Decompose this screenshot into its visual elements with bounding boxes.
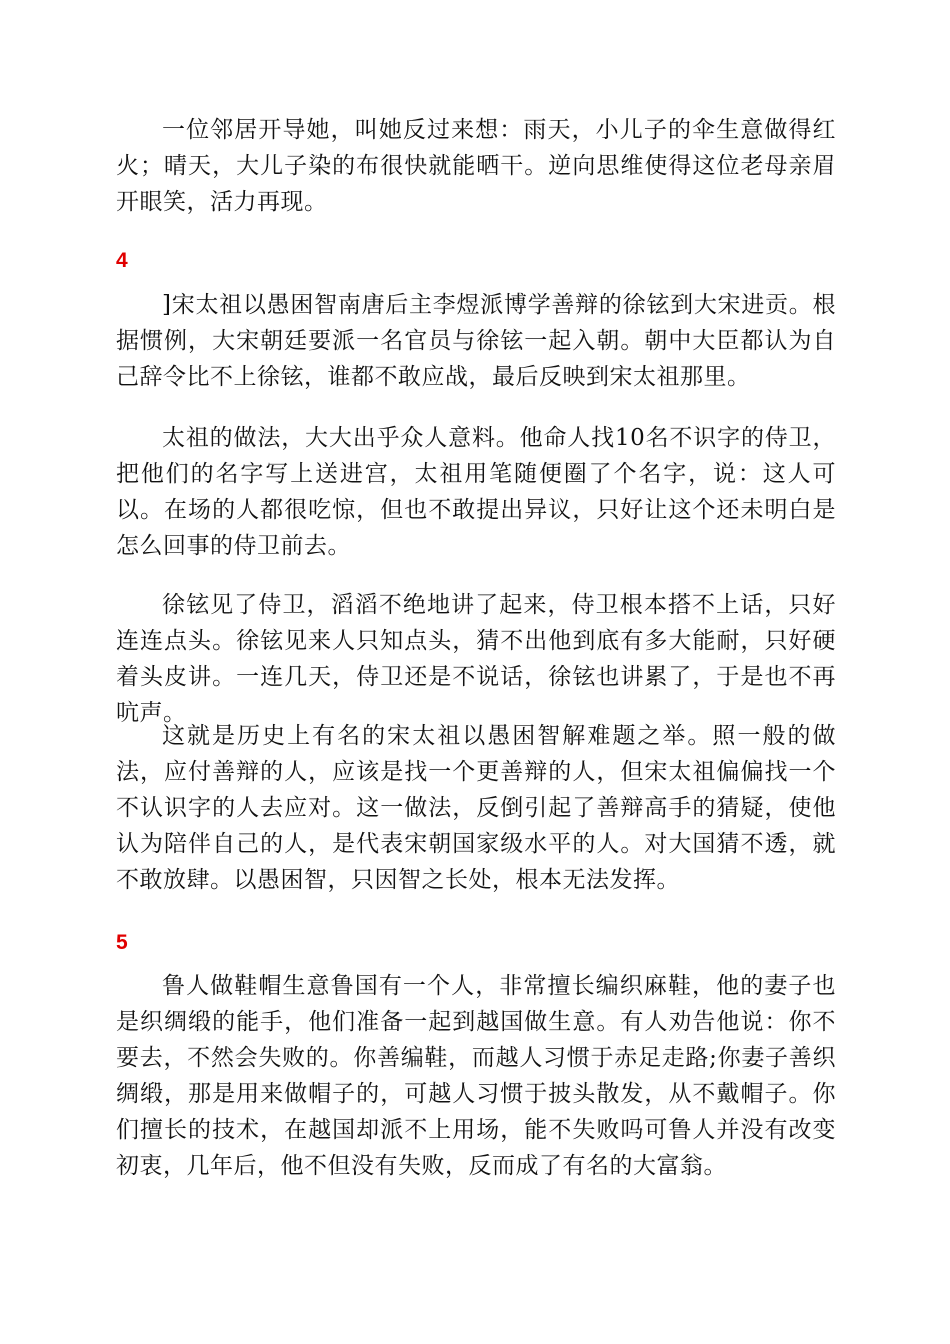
section-number-4: 4 xyxy=(116,249,128,272)
paragraph-song-taizu-intro: ]宋太祖以愚困智南唐后主李煜派博学善辩的徐铉到大宋进贡。根据惯例，大宋朝廷要派一名官员与徐铉一起入朝。朝中大臣都认为自己辞令比不上徐铉，谁都不敢应战，最后反映到宋太祖那里。 xyxy=(116,292,836,390)
paragraph-xu-xuan-talks: 徐铉见了侍卫，滔滔不绝地讲了起来，侍卫根本搭不上话，只好连连点头。徐铉见来人只知点头，猜不出他到底有多大能耐，只好硬着头皮讲。一连几天，侍卫还是不说话，徐铉也讲累了，于是也不再吭声。 xyxy=(116,592,836,726)
paragraph-history-analysis: 这就是历史上有名的宋太祖以愚困智解难题之举。照一般的做法，应付善辩的人，应该是找一个更善辩的人，但宋太祖偏偏找一个不认识字的人去应对。这一做法，反倒引起了善辩高手的猜疑，使他认为陪伴自己的人，是代表宋朝国家级水平的人。对大国猜不透，就不敢放肆。以愚困智，只因智之长处，根本无法发挥。 xyxy=(116,723,836,893)
paragraph-neighbor-advice: 一位邻居开导她，叫她反过来想：雨天，小儿子的伞生意做得红火；晴天，大儿子染的布很快就能晒干。逆向思维使得这位老母亲眉开眼笑，活力再现。 xyxy=(116,117,836,215)
paragraph-taizu-method: 太祖的做法，大大出乎众人意料。他命人找10名不识字的侍卫，把他们的名字写上送进宫，太祖用笔随便圈了个名字，说：这人可以。在场的人都很吃惊，但也不敢提出异议，只好让这个还未明白是怎么回事的侍卫前去。 xyxy=(116,425,836,559)
section-number-5: 5 xyxy=(116,931,128,954)
paragraph-lu-business: 鲁人做鞋帽生意鲁国有一个人，非常擅长编织麻鞋，他的妻子也是织绸缎的能手，他们准备一起到越国做生意。有人劝告他说：你不要去，不然会失败的。你善编鞋，而越人习惯于赤足走路;你妻子善织绸缎，那是用来做帽子的，可越人习惯于披头散发，从不戴帽子。你们擅长的技术，在越国却派不上用场，能不失败吗可鲁人并没有改变初衷，几年后，他不但没有失败，反而成了有名的大富翁。 xyxy=(116,973,836,1179)
